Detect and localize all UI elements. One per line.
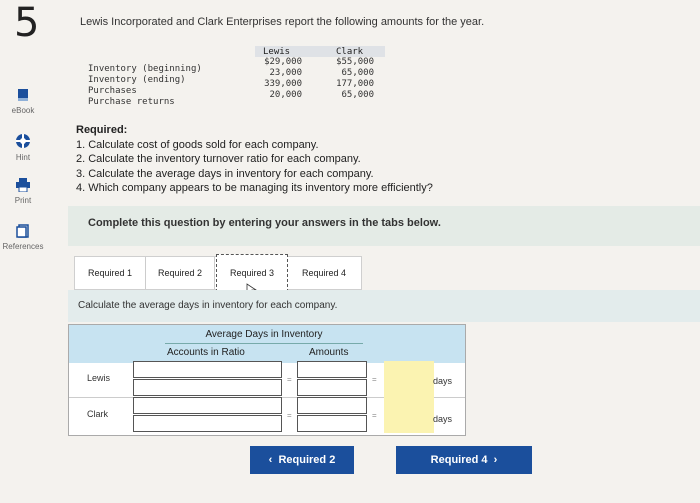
grid-header <box>69 325 465 363</box>
unit-label: days <box>433 376 453 386</box>
sidebar-item-print[interactable] <box>0 178 46 205</box>
required-item: 1. Calculate cost of goods sold for each company. <box>76 138 319 151</box>
required-list: Required: 1. Calculate cost of goods sold for each company. 2. Calculate the inventory turnover ratio for each company. 3. Calculate the average days in inventory for each company. 4. Which company appears to be managing its inventory more efficiently? <box>76 124 433 194</box>
tab-required-3[interactable]: Required 3 <box>216 254 288 292</box>
required-item: 3. Calculate the average days in inventory for each company. <box>76 167 374 180</box>
grid-title: Average Days in Inventory <box>205 329 323 340</box>
lewis-account-numerator[interactable] <box>133 361 282 378</box>
tab-bar <box>74 256 362 290</box>
answer-grid <box>68 324 466 436</box>
lewis-account-denominator[interactable] <box>133 379 282 396</box>
sidebar-item-label: Hint <box>15 153 31 162</box>
clark-result-field[interactable] <box>384 397 434 433</box>
problem-intro: Lewis Incorporated and Clark Enterprises report the following amounts for the year. <box>80 16 485 28</box>
equals-sign: = <box>287 411 292 420</box>
row-label-lewis: Lewis <box>87 373 111 383</box>
clark-account-denominator[interactable] <box>133 415 282 432</box>
tab-instruction: Calculate the average days in inventory for each company. <box>68 290 700 322</box>
lewis-values: $29,000 23,000 339,000 20,000 <box>264 57 302 100</box>
sidebar-item-label: Print <box>14 196 32 205</box>
lewis-amount-denominator[interactable] <box>297 379 367 396</box>
required-item: 2. Calculate the inventory turnover ratio for each company. <box>76 153 361 165</box>
question-number: 5 <box>14 0 40 46</box>
clark-amount-numerator[interactable] <box>297 397 367 414</box>
column-header-lewis: Lewis <box>263 47 291 57</box>
grid-col-amounts: Amounts <box>309 347 349 358</box>
clark-values: $55,000 65,000 177,000 65,000 <box>336 57 374 100</box>
clark-amount-denominator[interactable] <box>297 415 367 432</box>
book-icon <box>16 88 30 102</box>
equals-sign: = <box>287 375 292 384</box>
instruction-band: Complete this question by entering your answers in the tabs below. <box>68 206 700 246</box>
clark-account-numerator[interactable] <box>133 397 282 414</box>
hint-icon <box>15 133 31 149</box>
printer-icon <box>15 178 31 192</box>
prev-tab-button[interactable]: ‹ Required 2 <box>250 446 354 474</box>
tab-required-1[interactable]: Required 1 <box>75 257 146 289</box>
sidebar-item-hint[interactable] <box>0 133 46 162</box>
row-label-clark: Clark <box>87 409 109 419</box>
tab-required-2[interactable]: Required 2 <box>146 257 215 289</box>
tab-required-4[interactable]: Required 4 <box>301 268 347 278</box>
lewis-result-field[interactable] <box>384 361 434 397</box>
next-tab-button[interactable]: Required 4 › <box>396 446 532 474</box>
sidebar-item-ebook[interactable] <box>0 88 46 115</box>
required-item: 4. Which company appears to be managing its inventory more efficiently? <box>76 182 433 194</box>
column-header-clark: Clark <box>336 47 364 57</box>
grid-col-accounts: Accounts in Ratio <box>167 347 245 358</box>
equals-sign: = <box>372 411 377 420</box>
chevron-right-icon: › <box>493 454 498 466</box>
sidebar-item-label: References <box>2 242 44 251</box>
references-icon <box>16 224 30 238</box>
lewis-amount-numerator[interactable] <box>297 361 367 378</box>
sidebar-item-label: eBook <box>11 106 35 115</box>
sidebar-item-references[interactable] <box>0 224 46 251</box>
chevron-left-icon: ‹ <box>268 454 273 466</box>
equals-sign: = <box>372 375 377 384</box>
unit-label: days <box>433 414 453 424</box>
